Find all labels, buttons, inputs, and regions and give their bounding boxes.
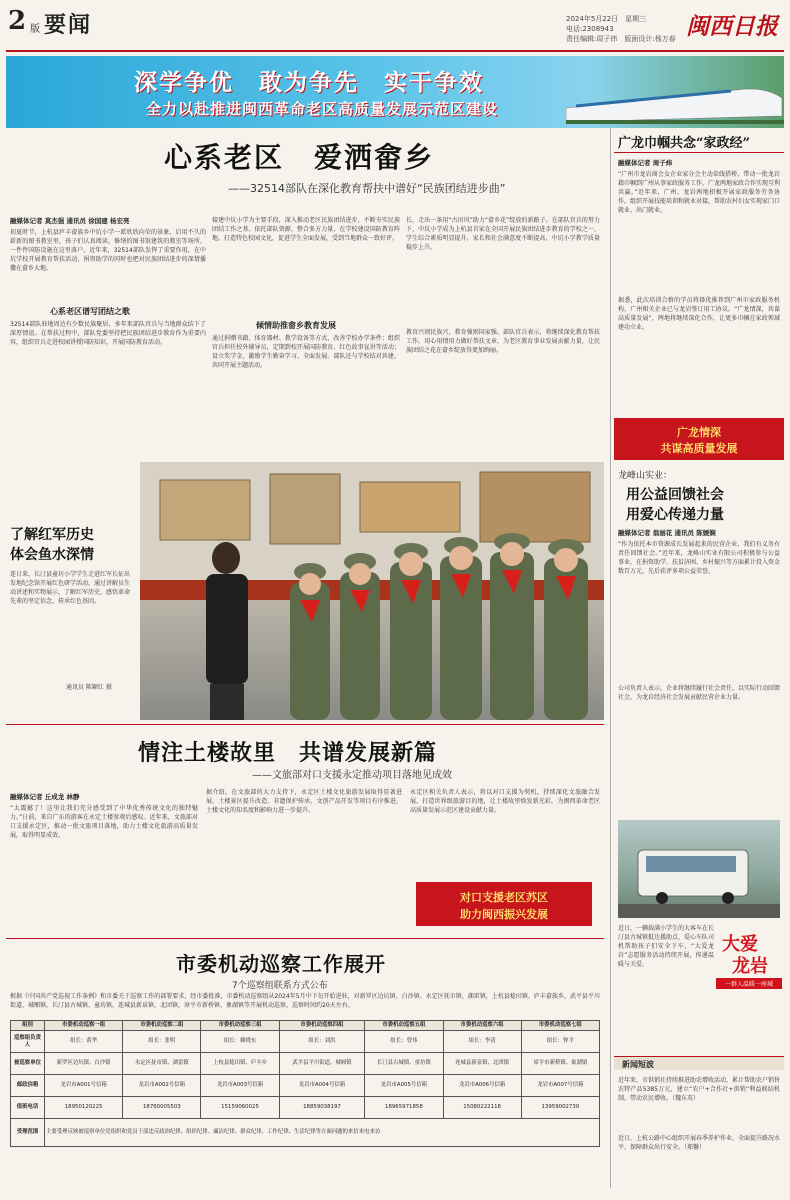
table-row-label: 值班电话 (11, 1097, 45, 1119)
date-line: 2024年5月22日 星期三 (566, 15, 647, 23)
article-3-subtitle: 7个巡察组联系方式公布 (232, 981, 328, 991)
table-cell: 组长：钟平 (521, 1031, 599, 1053)
table-row (11, 1119, 600, 1147)
section-title: 要闻 (44, 12, 93, 38)
students-photo-illustration (140, 462, 604, 720)
phone-line: 电话:2308943 (566, 25, 614, 33)
table-cell: 龙岩市A007号信箱 (521, 1075, 599, 1097)
table-header-cell: 市委机动巡察六组 (443, 1021, 521, 1031)
page-label: 版 (30, 24, 40, 35)
article-2-byline: 融媒体记者 丘成龙 林静 (10, 793, 80, 801)
news-photo (140, 462, 604, 720)
table-cell: 龙岩市A006号信箱 (443, 1075, 521, 1097)
news-brief-1: 近年来，市供销社持续推进助农增收活动，累计帮助农户销售农特产品5385万元，建立“农户+合作社+供销”利益联结机制，带动农民增收。（魏东英） (618, 1077, 780, 1102)
table-row (11, 1097, 600, 1119)
article-1-title: 心系老区 爱洒畲乡 (164, 141, 435, 174)
promo-logo-line1: 大爱 (722, 934, 758, 955)
table-cell: 主要受理反映被巡察单位党组织和党员干部违反政治纪律、组织纪律、廉洁纪律、群众纪律、工作纪律、生活纪律等方面问题的来信来电来访 (45, 1119, 600, 1147)
photo-caption-body: 连日来，长汀县童坊小学学生走进红军长征出发地纪念馆开展红色研学活动，通过讲解员生动讲述和实物展示，了解红军历史，感悟革命先辈的坚定信念，传承红色基因。 (10, 571, 130, 605)
table-cell: 组长：赖晓东 (201, 1031, 279, 1053)
guanglong-box-line1: 广龙情深 (677, 426, 721, 439)
masthead (0, 0, 790, 58)
table-cell: 组长：黄华 (45, 1031, 123, 1053)
table-cell: 组长：李清 (443, 1031, 521, 1053)
right-story2-title1: 用公益回馈社会 (626, 487, 724, 503)
article-1-col1: 初夏时节，上杭县庐丰畲族乡中坑小学一派欣欣向荣的景象，启用不久的崭新的图书教室里，孩子们认真阅读，修缮的图书馆建筑的教室等场所，一件件国防设施在这里落户。近年来，32514部队发挥了重要作用，在中坑学校开展教育帮扶活动，捐资助学的同时也把对民族团结进步的深情播撒在畲乡大地。 (10, 229, 206, 272)
news-brief-header (614, 1056, 784, 1070)
table-cell: 15159060025 (201, 1097, 279, 1119)
right-story2-body: “作为依托本市资源成长发展起来的民营企业，我们有义务有责任回馈社会。”近年来，龙峰山实业有限公司积极参与公益事业，在捐资助学、扶贫济困、乡村振兴等方面累计投入资金数百万元，先后获评多项公益荣誉。 (618, 541, 780, 575)
promo-logo-line2: 龙岩 (732, 956, 768, 977)
article-2-col2: 据介绍，在文旅部的大力支持下，永定区土楼文化旅游发展取得显著进展，土楼景区提升改造、非遗保护传承、文创产品开发等项目有序推进，土楼文化的知名度和影响力进一步提升。 (206, 789, 402, 814)
table-cell: 漳平市新桥镇、象湖镇 (521, 1053, 599, 1075)
newspaper-logo: 闽西日报 (686, 13, 778, 40)
table-cell: 18760005503 (123, 1097, 201, 1119)
table-header-cell: 市委机动巡察五组 (365, 1021, 443, 1031)
article-2-col1: “太震撼了！这里让我们充分感受到了中华优秀传统文化的独特魅力。”日前，来自广东的游客在永定土楼参观后感叹。近年来，文旅部对口支援永定区，推动一批文旅项目落地，助力土楼文化旅游高质量发展，取得明显成效。 (10, 805, 198, 839)
table-cell: 连城县新泉镇、北团镇 (443, 1053, 521, 1075)
support-box (416, 882, 592, 926)
table-cell: 15080222118 (443, 1097, 521, 1119)
table-row-label: 巡察组负责人 (11, 1031, 45, 1053)
table-row (11, 1053, 600, 1075)
promo-logo (716, 928, 782, 1012)
article-1-col1b: 32514部队驻地周边有少数民族聚居，多年来部队官兵与当地群众结下了深厚情谊。在帮扶过程中，部队党委坚持把民族团结进步教育作为重要内容，组织官兵走进校园讲授国防知识，开展国防教育活动。 (10, 321, 206, 346)
table-cell: 武平县平川街道、城厢镇 (279, 1053, 365, 1075)
article-1-subtitle: ——32514部队在深化教育帮扶中谱好“民族团结进步曲” (228, 182, 506, 195)
table-cell: 龙岩市A004号信箱 (279, 1075, 365, 1097)
table-cell: 18950120225 (45, 1097, 123, 1119)
support-box-line2: 助力闽西振兴发展 (460, 908, 548, 921)
right-story2-title2: 用爱心传递力量 (626, 507, 724, 523)
table-row-label: 被巡察单位 (11, 1053, 45, 1075)
article-1-col2b: 通过捐赠书籍、体育器材、教学设备等方式，改善学校办学条件；组织官兵担任校外辅导员，定期到校开展国防教育、红色故事宣讲等活动；设立奖学金，激励学生勤奋学习、全面发展。部队还与学校结对共建，共同开展主题活动。 (212, 335, 400, 369)
article-3-intro: 根据《中国共产党巡视工作条例》和市委关于巡察工作的部署要求，经市委批准，市委机动巡察组从2024年5月中下旬开始进驻，对新罗区边坑镇、白沙镇、永定区抚市镇、湖雷镇，上杭县稔田镇、庐丰畲族乡，武平县平川街道、城厢镇，长汀县古城镇、童坊镇，连城县新泉镇、北团镇，漳平市新桥镇、象湖镇等开展机动巡察，巡察时间约20天左右。 (10, 993, 600, 1009)
table-header-cell: 市委机动巡察四组 (279, 1021, 365, 1031)
table-cell: 龙岩市A002号信箱 (123, 1075, 201, 1097)
table-header-cell: 市委机动巡察二组 (123, 1021, 201, 1031)
news-brief-2: 近日，上杭公路中心组织开展春季养护作业，全面提升路况水平，保障群众出行安全。（郑馨） (618, 1135, 780, 1151)
article-1-col3: 长，走出一条用“古田风”助力“畲乡花”绽放的新路子。在部队官兵的努力下，中坑小学成为上杭县首家在全国开展民族团结进步教育的学校之一，学生综合素质明显提升，家长和社会满意度不断提高，中坑小学教学质量稳步上升。 (406, 217, 600, 251)
article-3 (6, 940, 604, 1194)
patrol-table (10, 1020, 600, 1147)
table-cell: 组长：曾伟 (365, 1031, 443, 1053)
article-1-col2-subhead: 倾情助推畲乡教育发展 (256, 321, 336, 330)
right-story2-body2: 公司负责人表示，企业将继续履行社会责任，以实际行动回馈社会，为龙岩经济社会发展贡献民营企业力量。 (618, 685, 780, 701)
right-story1-body2: 据悉，此次培训合格的学员将择优推荐到广州市家政服务机构，广州相关企业已与龙岩签订用工协议。“广龙情深，共谋高质量发展”，两地将继续深化合作，让更多巾帼在家政领域建功立业。 (618, 297, 780, 331)
table-row (11, 1031, 600, 1053)
table-row-label: 邮政信箱 (11, 1075, 45, 1097)
table-cell: 龙岩市A003号信箱 (201, 1075, 279, 1097)
table-cell: 组长：刘洪 (279, 1031, 365, 1053)
right-column (614, 128, 784, 1194)
banner-line1: 深学争优 敢为争先 实干争效 (134, 69, 484, 96)
guanglong-box-line2: 共谋高质量发展 (660, 442, 738, 455)
table-header-cell: 市委机动巡察一组 (45, 1021, 123, 1031)
editor-line: 责任编辑:周子炜 版面设计:杨万春 (566, 35, 676, 43)
page-number: 2 (8, 6, 27, 36)
photo-caption-box (6, 466, 136, 712)
promo-text: 近日，一辆载满小学生的大客车在长汀县古城镇抵达援助点，爱心车队司机帮助孩子们安全下车，“大爱龙岩”志愿服务活动持续开展，传递温暖与关爱。 (618, 925, 714, 968)
table-header-cell: 市委机动巡察三组 (201, 1021, 279, 1031)
article-2-subtitle: ——文旅部对口支援永定推动项目落地见成效 (252, 770, 452, 781)
promo-badge: 一群人温暖一座城 (716, 978, 782, 989)
table-cell: 上杭县稔田镇、庐丰乡 (201, 1053, 279, 1075)
right-story2-kicker: 龙峰山实业： (618, 471, 673, 481)
table-header-cell: 组别 (11, 1021, 45, 1031)
table-cell: 组长：张明 (123, 1031, 201, 1053)
table-cell: 新罗区边坑镇、白沙镇 (45, 1053, 123, 1075)
bus-photo (618, 820, 780, 918)
right-story1-byline: 融媒体记者 周子炜 (618, 159, 673, 167)
article-3-title: 市委机动巡察工作展开 (176, 952, 386, 976)
table-header-cell: 市委机动巡察七组 (521, 1021, 599, 1031)
article-1-col1-subhead: 心系老区谱写团结之歌 (50, 307, 130, 316)
table-row-label: 受理范围 (11, 1119, 45, 1147)
table-row (11, 1075, 600, 1097)
patrol-table-wrap (10, 1020, 600, 1190)
article-2 (6, 728, 604, 940)
slogan-banner (6, 56, 784, 128)
table-cell: 永定区抚市镇、湖雷镇 (123, 1053, 201, 1075)
photo-caption-title1: 了解红军历史 (10, 527, 94, 543)
patrol-table-header (11, 1021, 600, 1031)
bus-photo-illustration (618, 820, 780, 918)
banner-line2: 全力以赴推进闽西革命老区高质量发展示范区建设 (146, 100, 499, 118)
guanglong-box (614, 418, 784, 460)
right-story1-body: “广州市龙岩商会女企业家分会主动牵线搭桥，带动一批龙岩籍巾帼到广州从事家政服务工作，广龙两地家政合作实现互利共赢。”近年来，广州、龙岩两地积极开展家政服务劳务协作，组织开展技能培训和就业对接，帮助农村妇女实现家门口就业、出门就业。 (618, 171, 780, 214)
right-story2-byline: 融媒体记者 翁丽花 通讯员 陈媛娴 (618, 529, 716, 537)
table-cell: 13959002730 (521, 1097, 599, 1119)
photo-caption-title2: 体会鱼水深情 (10, 547, 94, 563)
article-1-byline: 融媒体记者 莫杰强 通讯员 徐国建 杨宏亮 (10, 217, 130, 225)
table-cell: 18859038197 (279, 1097, 365, 1119)
support-box-line1: 对口支援老区苏区 (460, 891, 548, 904)
news-brief-title: 新闻短波 (622, 1060, 654, 1069)
photo-caption-credit: 通讯员 陈颖红 摄 (66, 684, 112, 691)
table-cell: 18965971858 (365, 1097, 443, 1119)
article-2-col3: 永定区相关负责人表示，将以对口支援为契机，持续深化文旅融合发展，打造世界级旅游目的地，让土楼故里焕发新光彩，为闽西革命老区高质量发展示范区建设贡献力量。 (410, 789, 600, 814)
article-1-col3b: 教育兴则民族兴，教育强则国家强。部队官兵表示，将继续深化教育帮扶工作，用心用情用力做好帮扶文章，为老区教育事业发展贡献力量，让民族团结之花在畲乡绽放得更加绚丽。 (406, 329, 600, 354)
table-cell: 长汀县古城镇、童坊镇 (365, 1053, 443, 1075)
right-story1-title: 广龙巾帼共念“家政经” (618, 136, 750, 151)
table-cell: 龙岩市A001号信箱 (45, 1075, 123, 1097)
article-1 (6, 132, 604, 462)
article-1-col2: 接建中坑小学为主要手段，深入推动老区民族团结进步，不断夯实民族团结工作之基。依托部队资源，整合多方力量，在学校建设国防教育阵地，打造特色校园文化，促进学生全面发展，受到当地群众一致好评。 (212, 217, 400, 242)
table-cell: 龙岩市A005号信箱 (365, 1075, 443, 1097)
article-2-title: 情注土楼故里 共谱发展新篇 (138, 740, 438, 766)
train-graphic (566, 64, 784, 124)
